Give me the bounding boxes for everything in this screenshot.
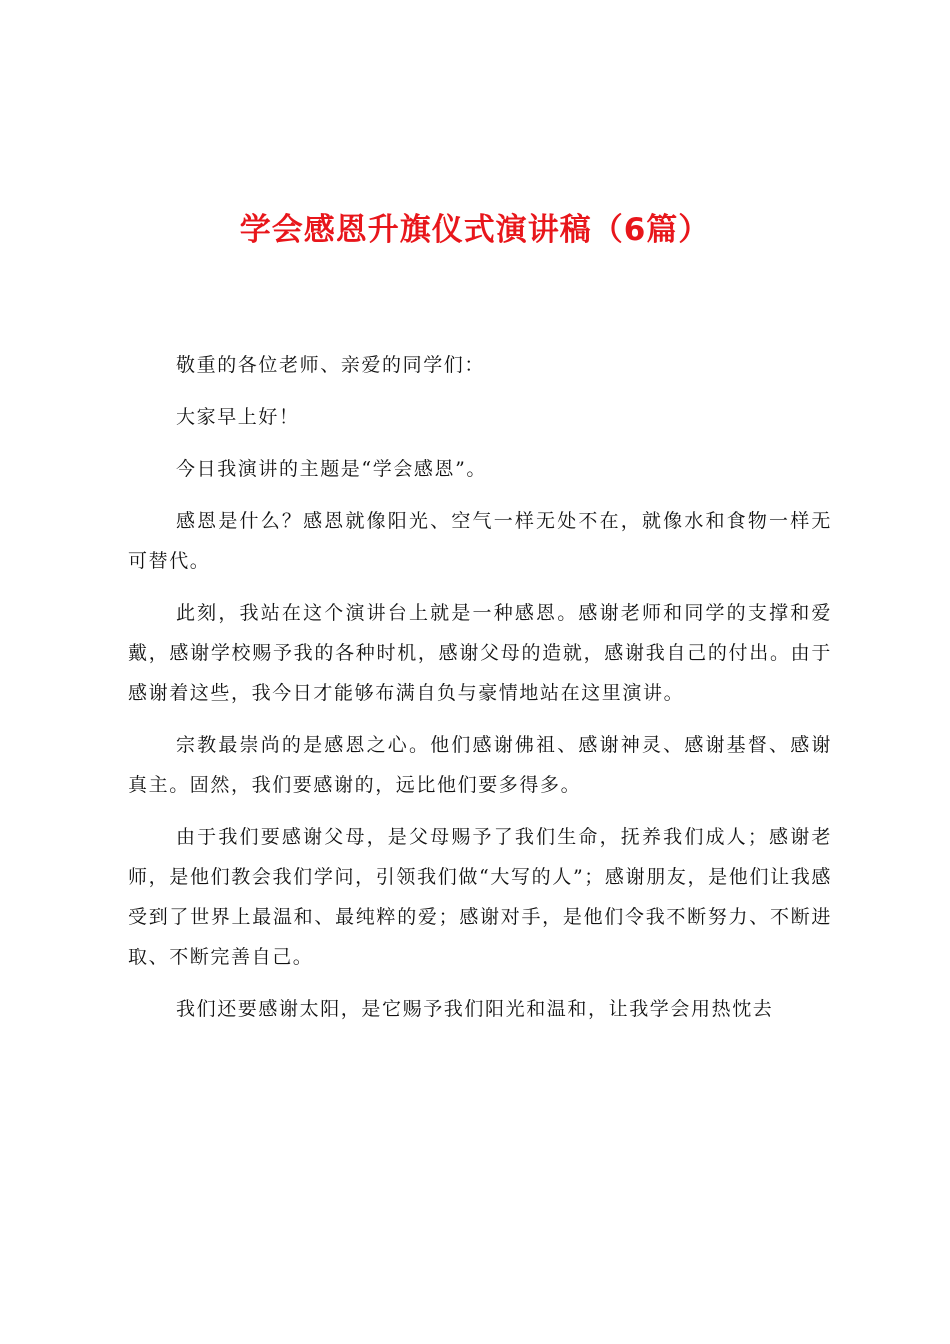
paragraph: 由于我们要感谢父母，是父母赐予了我们生命，抚养我们成人；感谢老师，是他们教会我们学问，引领我们做“大写的人”；感谢朋友，是他们让我感受到了世界上最温和、最纯粹的爱；感谢对手，是他们令我不断努力、不断进取、不断完善自己。 xyxy=(128,826,832,968)
paragraph: 我们还要感谢太阳，是它赐予我们阳光和温和，让我学会用热忱去 xyxy=(176,998,774,1020)
paragraph-topic: 今日我演讲的主题是“学会感恩”。 xyxy=(176,458,488,480)
document-body xyxy=(128,345,832,1041)
paragraph-greeting: 大家早上好！ xyxy=(176,406,300,428)
paragraph-salutation: 敬重的各位老师、亲爱的同学们： xyxy=(176,354,486,376)
paragraph: 感恩是什么？感恩就像阳光、空气一样无处不在，就像水和食物一样无可替代。 xyxy=(128,510,832,572)
paragraph: 宗教最崇尚的是感恩之心。他们感谢佛祖、感谢神灵、感谢基督、感谢真主。固然，我们要感谢的，远比他们要多得多。 xyxy=(128,734,832,796)
document-title: 学会感恩升旗仪式演讲稿（6篇） xyxy=(239,212,711,248)
paragraph: 此刻，我站在这个演讲台上就是一种感恩。感谢老师和同学的支撑和爱戴，感谢学校赐予我的各种时机，感谢父母的造就，感谢我自己的付出。由于感谢着这些，我今日才能够布满自负与豪情地站在这里演讲。 xyxy=(128,602,832,704)
